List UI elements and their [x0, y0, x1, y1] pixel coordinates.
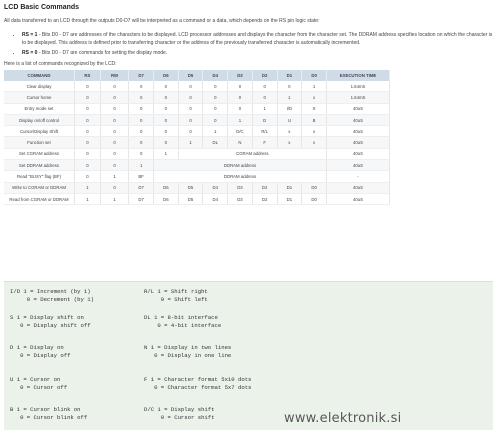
- cell: D4: [203, 182, 228, 193]
- cell: 0: [100, 126, 128, 137]
- exec-time: 40uS: [327, 103, 390, 114]
- legend-right: 0 = Cursor shift: [144, 414, 215, 421]
- legend-right: F 1 = Character format 5x10 dots: [144, 376, 252, 383]
- cell: x: [302, 126, 327, 137]
- cell: 1: [75, 193, 101, 204]
- table-row: [4, 182, 390, 193]
- cell: 0: [100, 114, 128, 125]
- cell: 0: [154, 137, 179, 148]
- exec-time: 1.64mS: [327, 81, 390, 92]
- rs-bullet-list: [4, 31, 494, 57]
- bullet-rs1-text: - Bits D0 - D7 are addresses of the characters to be displayed. LCD processor addresses and displays the character from the character set. The DDRAM address specifies location on which the character is to be displayed. This address is defined prior to transferring character or the address of the previously transferred character is automatically incremented.: [22, 32, 493, 46]
- cell: 0: [178, 103, 203, 114]
- legend-code-block: [4, 281, 493, 430]
- command-name: Entry mode set: [4, 103, 75, 114]
- command-name: Set DDRAM address: [4, 160, 75, 171]
- table-row: [4, 137, 390, 148]
- cell: 1: [203, 126, 228, 137]
- cell: 0: [203, 114, 228, 125]
- cell: 0: [228, 103, 253, 114]
- col-rw: RW: [100, 70, 128, 81]
- col-d4: D4: [203, 70, 228, 81]
- legend-right: 0 = 4-bit interface: [144, 322, 222, 329]
- cell: 0: [129, 137, 154, 148]
- legend-left: 0 = Decrement (by 1): [10, 296, 94, 303]
- cell: D6: [154, 182, 179, 193]
- address-cell: CGRAM address: [178, 148, 326, 159]
- col-d6: D6: [154, 70, 179, 81]
- cell: 0: [75, 114, 101, 125]
- exec-time: 40uS: [327, 160, 390, 171]
- legend-left: I/D 1 = Increment (by 1): [10, 288, 91, 295]
- cell: 0: [252, 92, 277, 103]
- cell: 0: [129, 103, 154, 114]
- cell: 0: [129, 92, 154, 103]
- cell: 0: [100, 103, 128, 114]
- table-row: [4, 160, 390, 171]
- exec-time: 40uS: [327, 193, 390, 204]
- legend-right: 0 = Character format 5x7 dots: [144, 384, 252, 391]
- bullet-rs0: [22, 49, 494, 57]
- cell: 0: [154, 114, 179, 125]
- col-d0: D0: [302, 70, 327, 81]
- cell: I/D: [277, 103, 302, 114]
- col-d3: D3: [228, 70, 253, 81]
- legend-left: 0 = Cursor blink off: [10, 414, 88, 421]
- commands-table: [4, 70, 390, 205]
- legend-left: B 1 = Cursor blink on: [10, 406, 81, 413]
- legend-right: DL 1 = 8-bit interface: [144, 314, 218, 321]
- cell: D0: [302, 193, 327, 204]
- bullet-rs0-text: - Bits D0 - D7 are commands for setting the display mode.: [37, 50, 168, 56]
- exec-time: 1.64mS: [327, 92, 390, 103]
- cell: D: [252, 114, 277, 125]
- cell: 1: [129, 160, 154, 171]
- table-row: [4, 92, 390, 103]
- cell: DL: [203, 137, 228, 148]
- cell: R/L: [252, 126, 277, 137]
- cell: 0: [252, 81, 277, 92]
- table-row: [4, 81, 390, 92]
- cell: 0: [228, 92, 253, 103]
- cell: D1: [277, 193, 302, 204]
- exec-time: 40uS: [327, 182, 390, 193]
- table-row: [4, 103, 390, 114]
- command-name: Cursor/Display Shift: [4, 126, 75, 137]
- cell: 0: [100, 81, 128, 92]
- cell: 0: [100, 92, 128, 103]
- cell: x: [302, 92, 327, 103]
- table-row: [4, 114, 390, 125]
- cell: 0: [154, 126, 179, 137]
- cell: 1: [252, 103, 277, 114]
- table-row: [4, 193, 390, 204]
- legend-left: 0 = Cursor off: [10, 384, 68, 391]
- cell: D6: [154, 193, 179, 204]
- command-name: Function set: [4, 137, 75, 148]
- intro-paragraph: All data transferred to an LCD through the outputs D0-D7 will be interpreted as a command or a data, which depends on the RS pin logic state:: [4, 18, 320, 24]
- cell: D7: [129, 182, 154, 193]
- command-name: Display on/off control: [4, 114, 75, 125]
- bullet-rs0-label: RS = 0: [22, 50, 38, 56]
- cell: 0: [203, 103, 228, 114]
- cell: 0: [154, 81, 179, 92]
- command-name: Clear display: [4, 81, 75, 92]
- cell: 1: [277, 92, 302, 103]
- cell: D/C: [228, 126, 253, 137]
- cell: 0: [129, 114, 154, 125]
- cell: D3: [228, 193, 253, 204]
- cell: 0: [178, 92, 203, 103]
- cell: 0: [154, 92, 179, 103]
- command-name: Set CGRAM address: [4, 148, 75, 159]
- cell: x: [302, 137, 327, 148]
- cell: x: [277, 137, 302, 148]
- cell: B: [302, 114, 327, 125]
- address-cell: DDRAM address: [154, 160, 327, 171]
- cell: 0: [178, 81, 203, 92]
- cell: U: [277, 114, 302, 125]
- legend-right: D/C 1 = Display shift: [144, 406, 215, 413]
- col-command: COMMAND: [4, 70, 75, 81]
- cell: 0: [203, 92, 228, 103]
- cell: 0: [129, 148, 154, 159]
- legend-left: 0 = Display off: [10, 352, 71, 359]
- cell: 0: [203, 81, 228, 92]
- cell: F: [252, 137, 277, 148]
- cell: D5: [178, 182, 203, 193]
- table-row: [4, 171, 390, 182]
- cell: 0: [129, 81, 154, 92]
- col-d7: D7: [129, 70, 154, 81]
- cell: 0: [75, 137, 101, 148]
- legend-left: 0 = Display shift off: [10, 322, 91, 329]
- command-name: Read from CGRAM or DDRAM: [4, 193, 75, 204]
- address-cell: DDRAM address: [154, 171, 327, 182]
- watermark-text: www.elektronik.si: [284, 411, 402, 426]
- cell: 1: [100, 171, 128, 182]
- exec-time: 40uS: [327, 148, 390, 159]
- page-title: LCD Basic Commands: [4, 4, 80, 11]
- table-row: [4, 148, 390, 159]
- col-d1: D1: [277, 70, 302, 81]
- article: [4, 2, 494, 205]
- command-name: Cursor home: [4, 92, 75, 103]
- table-body: [4, 81, 390, 205]
- cell: D2: [252, 193, 277, 204]
- cell: 0: [277, 81, 302, 92]
- cell: 0: [100, 148, 128, 159]
- cell: 0: [75, 81, 101, 92]
- cell: 0: [75, 160, 101, 171]
- legend-right: N 1 = Display in two lines: [144, 344, 232, 351]
- exec-time: -: [327, 171, 390, 182]
- command-name: Read "BUSY" flag (BF): [4, 171, 75, 182]
- cell: 0: [154, 103, 179, 114]
- legend-right: 0 = Shift left: [144, 296, 208, 303]
- exec-time: 40uS: [327, 114, 390, 125]
- cell: 0: [100, 137, 128, 148]
- cell: 0: [129, 126, 154, 137]
- cell: BF: [129, 171, 154, 182]
- cell: 0: [75, 103, 101, 114]
- cell: D1: [277, 182, 302, 193]
- table-header-row: [4, 70, 390, 81]
- cell: 1: [178, 137, 203, 148]
- table-row: [4, 126, 390, 137]
- command-name: Write to CGRAM or DDRAM: [4, 182, 75, 193]
- bullet-rs1-label: RS = 1: [22, 32, 38, 38]
- cell: D5: [178, 193, 203, 204]
- legend-left: U 1 = Cursor on: [10, 376, 61, 383]
- col-d5: D5: [178, 70, 203, 81]
- cell: 1: [228, 114, 253, 125]
- cell: D3: [228, 182, 253, 193]
- legend-right: R/L 1 = Shift right: [144, 288, 208, 295]
- cell: D7: [129, 193, 154, 204]
- col-rs: RS: [75, 70, 101, 81]
- cell: 1: [75, 182, 101, 193]
- col-exec-time: EXECUTION TIME: [327, 70, 390, 81]
- bullet-rs1: [22, 31, 494, 47]
- cell: S: [302, 103, 327, 114]
- cell: D2: [252, 182, 277, 193]
- cell: 0: [100, 160, 128, 171]
- cell: 0: [178, 114, 203, 125]
- legend-right: 0 = Display in one line: [144, 352, 232, 359]
- cell: 1: [100, 193, 128, 204]
- cell: D4: [203, 193, 228, 204]
- cell: D0: [302, 182, 327, 193]
- cell: x: [277, 126, 302, 137]
- list-intro: Here is a list of commands recognized by the LCD:: [4, 61, 117, 67]
- cell: 0: [75, 171, 101, 182]
- cell: 0: [178, 126, 203, 137]
- col-d2: D2: [252, 70, 277, 81]
- cell: 0: [75, 126, 101, 137]
- exec-time: 40uS: [327, 137, 390, 148]
- cell: 1: [154, 148, 179, 159]
- cell: 0: [75, 92, 101, 103]
- cell: N: [228, 137, 253, 148]
- cell: 0: [228, 81, 253, 92]
- cell: 0: [75, 148, 101, 159]
- cell: 1: [302, 81, 327, 92]
- legend-left: S 1 = Display shift on: [10, 314, 84, 321]
- legend-left: D 1 = Display on: [10, 344, 64, 351]
- exec-time: 40uS: [327, 126, 390, 137]
- cell: 0: [100, 182, 128, 193]
